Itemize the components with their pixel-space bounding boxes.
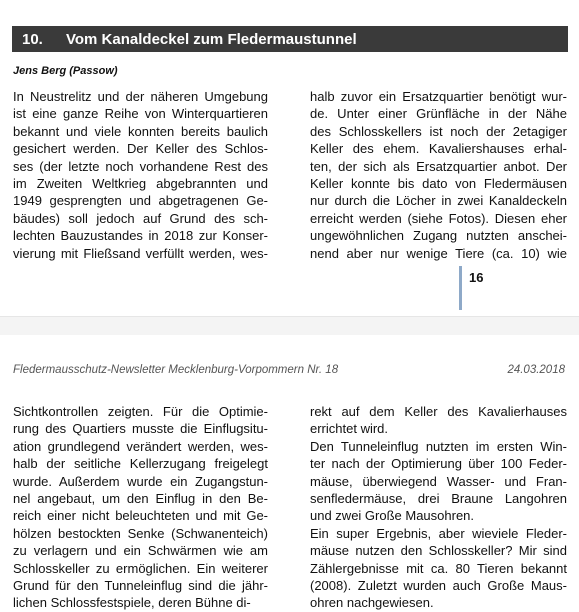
page2-left-column (13, 403, 268, 612)
text-line: ungewöhnlichen Zugang nutzten anschei- (310, 228, 567, 244)
text-line: Grund für den Tunneleinflug sind die jähr- (13, 578, 268, 594)
text-line: Keller konnte bis dato von Fledermäusen (310, 176, 567, 192)
section-title: Vom Kanaldeckel zum Fledermaustunnel (66, 30, 357, 48)
section-number: 10. (22, 30, 43, 48)
text-line: Schlosskeller zu ermöglichen. Ein weiterer (13, 560, 268, 576)
text-line: reich einer nicht beleuchteten und mit Ge- (13, 508, 268, 524)
newsletter-header: Fledermausschutz-Newsletter Mecklenburg-Vorpommern Nr. 18 (13, 364, 339, 376)
text-line: ation grundlegend verändert werden, wes- (13, 438, 268, 454)
text-line: senfledermäuse, drei Braune Langohren (310, 491, 567, 507)
author-name: Jens Berg (Passow) (13, 65, 118, 77)
text-line: Keller des ehem. Kavaliershauses erhal- (310, 141, 567, 157)
page-number-marker (459, 266, 462, 310)
text-line: ohren nachgewiesen. (310, 595, 434, 611)
text-line: ten, der sich als Ersatzquartier anbot. Der (310, 158, 567, 174)
text-line: bäudes) soll jedoch auf Grund des sch- (13, 210, 268, 226)
section-header (12, 26, 568, 52)
text-line: halb zuvor ein Ersatzquartier benötigt wur- (310, 89, 567, 104)
text-line: nel angebaut, um den Einflug in den Be- (13, 491, 268, 507)
text-line: und zwei Große Mausohren. (310, 508, 475, 524)
text-line: nur durch die Löcher in zwei Kanaldeckeln (310, 193, 567, 209)
text-line: In Neustrelitz und der näheren Umgebung (13, 89, 268, 104)
text-line: ter nach der Optimierung über 100 Feder- (310, 456, 567, 472)
text-line: wurde. Außerdem wurde ein Zugangstun- (13, 473, 268, 489)
page1-left-column (13, 88, 268, 262)
text-line: de. Unter einer Grünfläche in der Nähe (310, 106, 567, 122)
text-line: mäuse, überwiegend Wasser- und Fran- (310, 473, 567, 489)
text-line: Sichtkontrollen zeigten. Für die Optimie- (13, 404, 268, 419)
text-line: des Schlosskellers ist noch der 2etagiger (310, 123, 567, 139)
text-line: Ein super Ergebnis, aber wieviele Fleder- (310, 525, 567, 541)
text-line: rung des Quartiers musste die Einflugsitu- (13, 421, 268, 437)
text-line: hölzen bestockten Senke (Schwanenteich) (13, 525, 268, 541)
text-line: nend aber nur wenige Tiere (ca. 10) wie (310, 245, 567, 261)
text-line: im Zweiten Weltkrieg abgebrannten und (13, 176, 268, 192)
newsletter-date: 24.03.2018 (507, 364, 565, 376)
text-line: (2008). Zuletzt wurden auch Große Maus- (310, 578, 567, 594)
text-line: gesichert werden. Der Keller des Schlos- (13, 141, 268, 157)
page2-right-column (310, 403, 567, 612)
page1-right-column (310, 88, 567, 262)
text-line: vierung mit Fließsand verfüllt werden, wes- (13, 245, 268, 261)
text-line: zu verlagern und ein Schwärmen wie am (13, 543, 268, 559)
text-line: errichtet wird. (310, 421, 389, 437)
text-line: bekannt und viele konnten bereits baulich (13, 123, 268, 139)
text-line: lechten Bauzustandes in 2018 zur Konser- (13, 228, 268, 244)
text-line: ses (der letzte noch vorhandene Rest des (13, 158, 268, 174)
page-number: 16 (469, 270, 484, 285)
text-line: Zählergebnisse mit ca. 80 Tieren bekannt (310, 560, 567, 576)
text-line: erreicht werden (siehe Fotos). Diesen eher (310, 210, 567, 226)
text-line: rekt auf dem Keller des Kavalierhauses (310, 404, 567, 419)
page-separator (0, 316, 579, 335)
text-line: lichen Schlossfestspiele, deren Bühne di- (13, 595, 251, 611)
text-line: halb der seitliche Kellerzugang freigelegt (13, 456, 268, 472)
text-line: 1949 gesprengten und abgetragenen Ge- (13, 193, 268, 209)
text-line: ist eine ganze Reihe von Winterquartieren (13, 106, 268, 122)
page-2 (0, 335, 579, 611)
text-line: mäuse nutzen den Schlosskeller? Mir sind (310, 543, 567, 559)
text-line: Den Tunneleinflug nutzten im ersten Win- (310, 438, 567, 454)
